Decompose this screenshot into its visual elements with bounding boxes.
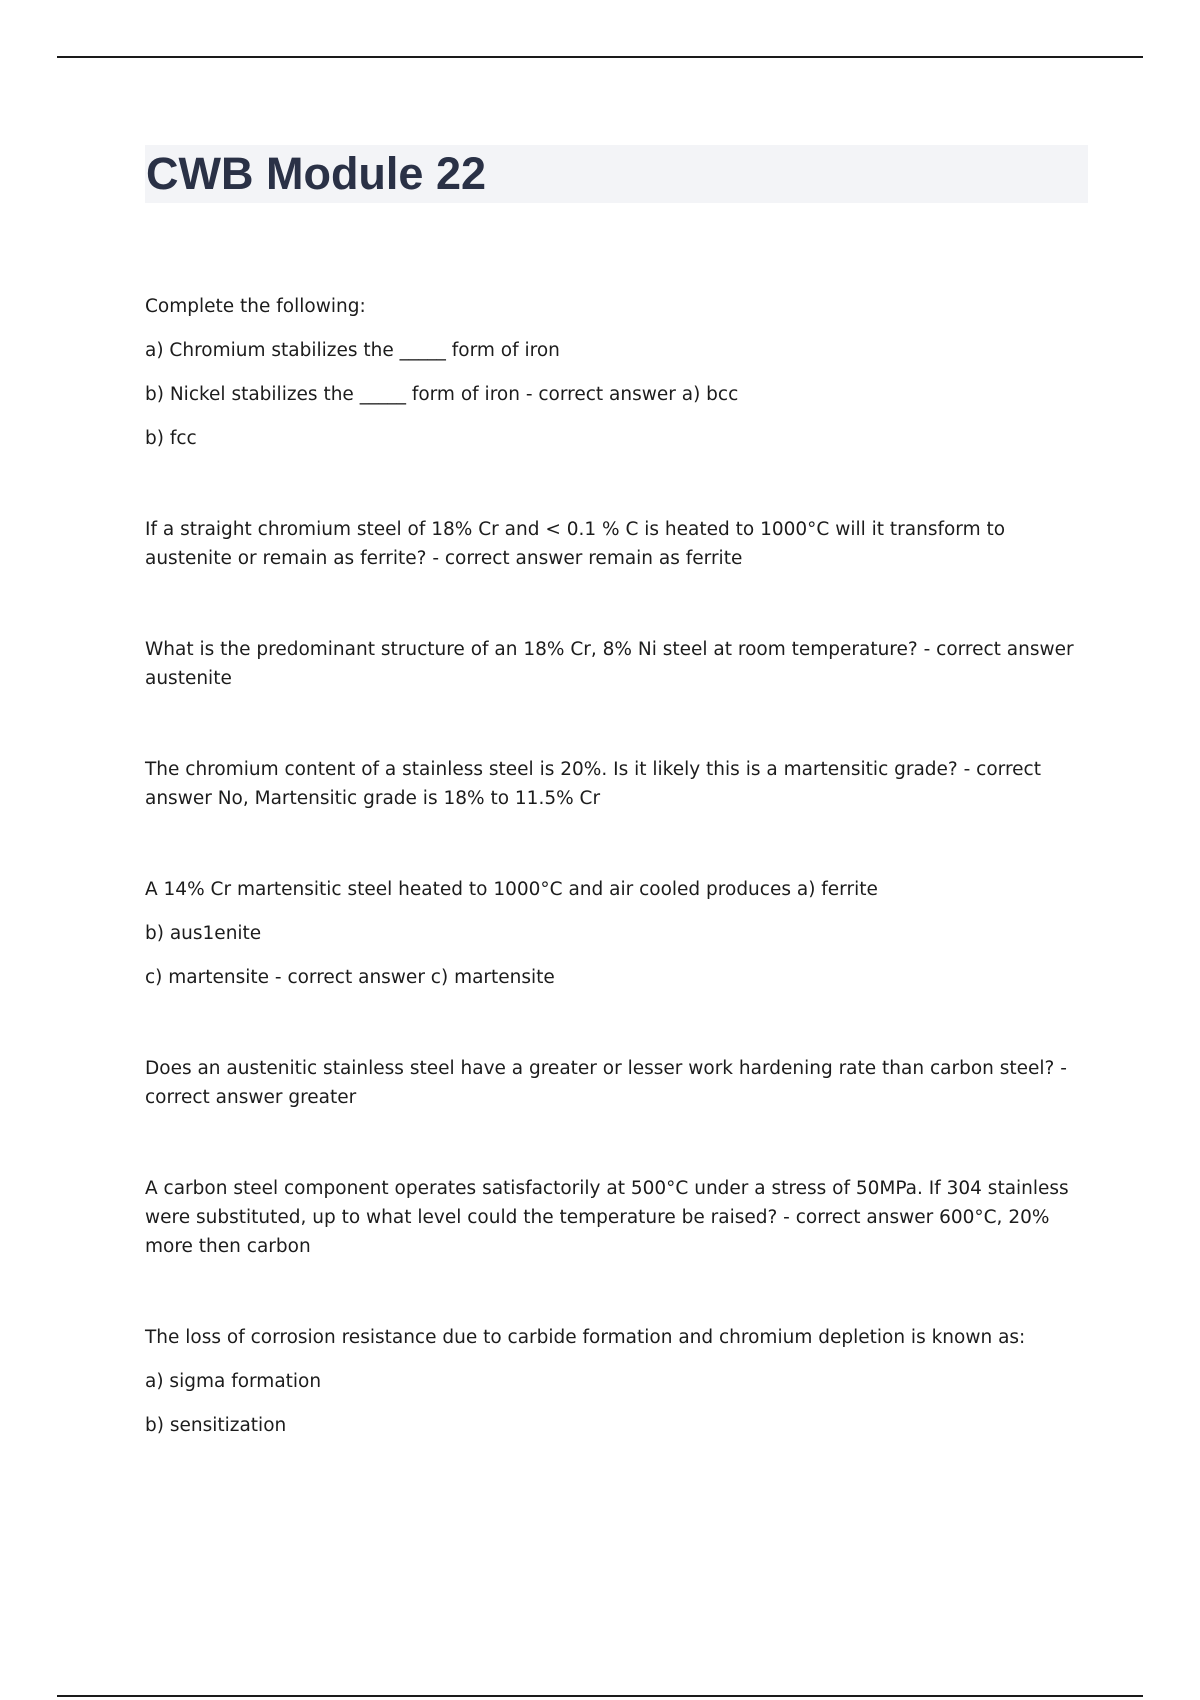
- qa-line: The loss of corrosion resistance due to carbide formation and chromium depletion is known as:: [145, 1327, 1026, 1348]
- bottom-rule: [57, 1695, 1143, 1697]
- qa-line: What is the predominant structure of an 18% Cr, 8% Ni steel at room temperature? - correct answer austenite: [145, 639, 1074, 689]
- qa-item: [145, 1054, 1090, 1112]
- qa-item: [145, 875, 1090, 992]
- qa-line: c) martensite - correct answer c) martensite: [145, 967, 555, 988]
- qa-line: A carbon steel component operates satisfactorily at 500°C under a stress of 50MPa. If 304 stainless were substituted, up to what level could the temperature be raised? - correct answer 600°C, 20% more then carbon: [145, 1178, 1069, 1257]
- qa-item: [145, 515, 1090, 573]
- qa-line: b) Nickel stabilizes the _____ form of iron - correct answer a) bcc: [145, 384, 739, 405]
- top-rule: [57, 56, 1143, 58]
- qa-list: [145, 292, 1090, 1440]
- qa-item: [145, 292, 1090, 453]
- page-title: CWB Module 22: [146, 148, 487, 199]
- qa-line: b) aus1enite: [145, 923, 262, 944]
- qa-line: The chromium content of a stainless steel is 20%. Is it likely this is a martensitic grade? - correct answer No, Martensitic grade is 18% to 11.5% Cr: [145, 759, 1041, 809]
- qa-line: a) Chromium stabilizes the _____ form of iron: [145, 340, 560, 361]
- qa-line: If a straight chromium steel of 18% Cr and < 0.1 % C is heated to 1000°C will it transform to austenite or remain as ferrite? - correct answer remain as ferrite: [145, 519, 1006, 569]
- qa-item: [145, 755, 1090, 813]
- qa-line: b) sensitization: [145, 1415, 287, 1436]
- qa-line: Does an austenitic stainless steel have a greater or lesser work hardening rate than carbon steel? - correct answer greater: [145, 1058, 1067, 1108]
- qa-item: [145, 1323, 1090, 1440]
- qa-line: A 14% Cr martensitic steel heated to 1000°C and air cooled produces a) ferrite: [145, 879, 878, 900]
- qa-item: [145, 635, 1090, 693]
- qa-line: b) fcc: [145, 428, 197, 449]
- qa-item: [145, 1174, 1090, 1261]
- qa-line: Complete the following:: [145, 296, 366, 317]
- qa-line: a) sigma formation: [145, 1371, 322, 1392]
